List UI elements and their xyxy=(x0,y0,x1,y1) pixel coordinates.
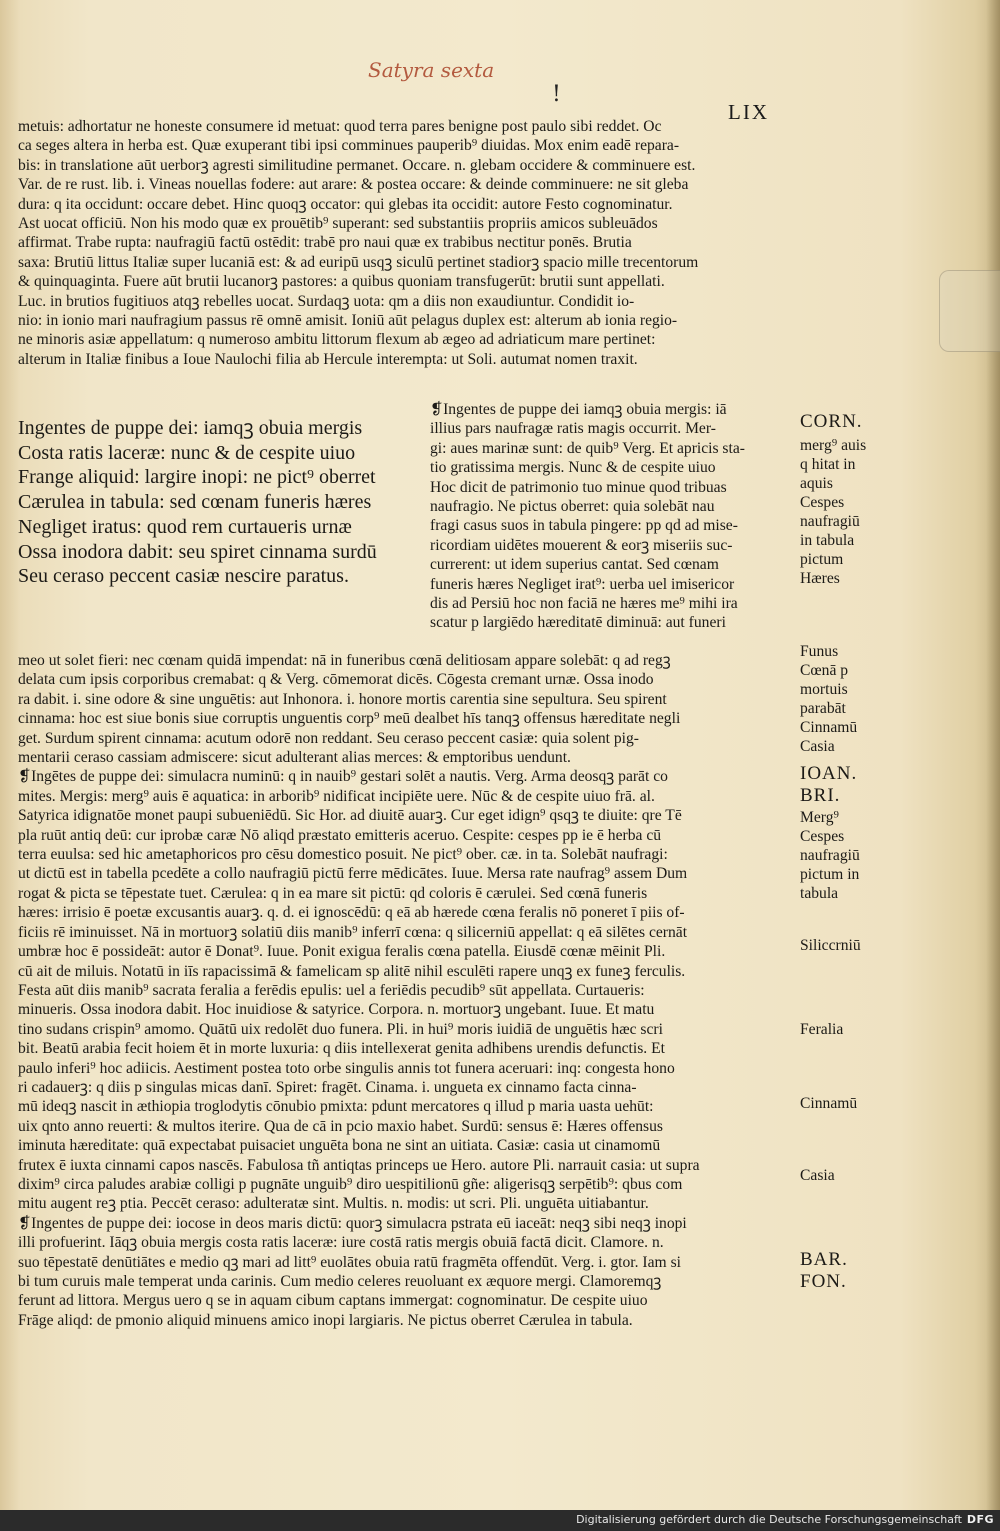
commentary-line: metuis: adhortatur ne honeste consumere id metuat: quod terra pares benigne post paulo sibi reddet. Oc xyxy=(18,118,662,135)
verse-block xyxy=(18,416,416,589)
commentary-line: frutex ē iuxta cinnami capos nascēs. Fabulosa tñ antiqtas princeps ue Hero. autore Pli. narrauit casia: ut supra xyxy=(18,1156,700,1174)
commentary-line: iminuta hæreditate: quā expectabat puisaciet unguēta bona ne sint an uitiata. Casiæ: casia ut cinamomū xyxy=(18,1137,661,1155)
folio-number: LIX xyxy=(728,100,769,124)
commentary-line: ❡Ingentes de puppe dei iamqꝫ obuia mergis: iā xyxy=(430,401,727,418)
commentary-line: cū ait de miluis. Notatū in iīs rapacissimā & famelicam sp alitē nihil esculēti rapere unqꝫ ex funeꝫ ferculis. xyxy=(18,962,686,980)
commentary-line: fragi casus suos in tabula pingere: pp qd ad mise- xyxy=(430,517,738,535)
margin-author-siglum: BRI. xyxy=(800,786,841,806)
commentary-line: meo ut solet fieri: nec cœnam quidā impendat: nā in funeribus cœnā delitiosam appare solebāt: q ad regꝫ xyxy=(18,652,671,669)
commentary-line: cinnama: hoc est siue bonis siue corruptis unguentis corp⁹ meū dealbet hīs tanqꝫ offensus hæreditate negli xyxy=(18,710,681,728)
commentary-line: uix qnto anno reuerti: & multos iterire. Qua de cā in pcio maxio habet. Surdū: sensus ē: Hæres offensus xyxy=(18,1117,663,1135)
commentary-line: mentarii ceraso cassiam admiscere: sicut adulterant alias merces: & emptoribus uendunt. xyxy=(18,749,571,767)
commentary-line: ca seges altera in herba est. Quæ exuperant tibi ipsi comminues pauperib⁹ diuidas. Mox enim eadē repara- xyxy=(18,137,680,155)
commentary-bottom xyxy=(18,651,793,1330)
commentary-line: rogat & picta se tēpestate tuet. Cærulea: q in ea mare sit pictū: qd coloris ē cærulei. Sed cœnā funeris xyxy=(18,884,648,902)
commentary-line: ferunt ad littora. Mergus uero q se in aquam cibum captans immergat: cognominatur. De cespite uiuo xyxy=(18,1292,648,1310)
margin-gloss: in tabula xyxy=(800,532,855,549)
margin-gloss: Cespes xyxy=(800,828,845,845)
commentary-line: tino sudans crispin⁹ amomo. Quātū uix redolēt duo funera. Pli. in hui⁹ moris iuidiā de unguētis hæc scri xyxy=(18,1020,663,1038)
margin-gloss: Cinnamū xyxy=(800,1095,858,1112)
commentary-line: & quinquaginta. Fuere aūt brutii lucanorꝫ pastores: a quibus quoniam transfugerūt: brutii sunt appellati. xyxy=(18,273,665,291)
commentary-line: naufragio. Ne pictus oberret: quia solebāt nau xyxy=(430,498,715,516)
commentary-line: funeris hæres Negliget irat⁹: uerba uel imisericor xyxy=(430,575,735,593)
margin-author-siglum: IOAN. xyxy=(800,764,858,784)
commentary-line: ne minoris asiæ appellatum: q numeroso ambitu littorum flexum ab ægeo ad adriaticum mare pertinet: xyxy=(18,331,656,349)
commentary-line: gi: aues marinæ sunt: de quib⁹ Verg. Et apricis sta- xyxy=(430,439,745,457)
commentary-line: dixim⁹ circa paludes arabiæ colligi p pugnāte unguib⁹ diro uespitilionū gñe: aligerisqꝫ serpētib⁹: qbus com xyxy=(18,1175,683,1193)
commentary-line: affirmat. Trabe rupta: naufragiū factū ostēdit: trabē pro naui quæ ex trabibus nectitur ponēs. Brutia xyxy=(18,234,632,252)
verse-line: Cærulea in tabula: sed cœnam funeris hæres xyxy=(18,491,372,514)
commentary-line: nio: in ionio mari naufragium passus rē omnē amisit. Ioniū aūt pelagus duplex est: alterum ab ionia regio- xyxy=(18,312,678,330)
margin-gloss: tabula xyxy=(800,885,839,902)
commentary-line: bi tum curuis male temperat unda carinis. Cum medio celeres reuoluant ex æquore mergi. Clamoremqꝫ xyxy=(18,1273,662,1290)
commentary-line: suo tēpestatē denūtiātes e medio qꝫ mari ad litt⁹ euolātes obuia ratū fragmēta offendūt. Verg. i. gtor. Iam si xyxy=(18,1253,681,1271)
commentary-line: currerent: ut idem superius cantat. Sed cœnam xyxy=(430,556,719,574)
margin-gloss: parabāt xyxy=(800,700,846,717)
verse-line: Costa ratis laceræ: nunc & de cespite uiuo xyxy=(18,441,356,464)
margin-gloss: Casia xyxy=(800,1167,835,1184)
margin-gloss: Merg⁹ xyxy=(800,809,839,826)
margin-gloss: pictum xyxy=(800,551,844,568)
commentary-line: ❡Ingētes de puppe dei: simulacra numinū: q in nauib⁹ gestari solēt a nautis. Verg. Arma deosqꝫ parāt co xyxy=(18,768,668,786)
commentary-line: ❡Ingentes de puppe dei: iocose in deos maris dictū: quorꝫ simulacra pstrata eū iaceāt: neqꝫ sibi neqꝫ inopi xyxy=(18,1214,687,1232)
dfg-logo: DFG xyxy=(966,1513,994,1526)
margin-gloss: Cespes xyxy=(800,494,845,511)
verse-line: Ingentes de puppe dei: iamqꝫ obuia mergis xyxy=(18,417,363,439)
commentary-line: hæres: irrisio ē poetæ excusantis auarꝫ. q. d. ei ignoscēdū: q eā ab hærede cœna feralis nō poneret ī piis of- xyxy=(18,904,685,922)
verse-line: Negliget iratus: quod rem curtaueris urnæ xyxy=(18,515,352,538)
margin-gloss: merg⁹ auis xyxy=(800,437,867,454)
margin-gloss: Hæres xyxy=(800,570,840,587)
commentary-line: delata cum ipsis corporibus cremabat: q & Verg. cōmemorat dicēs. Cōgesta cremant urnæ. Ossa inodo xyxy=(18,671,654,689)
margin-author-siglum: BAR. xyxy=(800,1250,848,1270)
margin-author-siglum: FON. xyxy=(800,1272,847,1292)
margin-gloss: Cinnamū xyxy=(800,719,858,736)
commentary-line: saxa: Brutiū littus Italiæ super lucaniā est: & ad euripū usqꝫ siculū pertinet stadiorꝫ spacio mille trecentorum xyxy=(18,253,699,271)
footer-bar xyxy=(0,1510,1000,1531)
commentary-line: Satyrica idignatōe monet paupi subueniēdū. Sic Hor. ad diuitē auarꝫ. Cur eget idign⁹ qsqꝫ te diuite: qre Tē xyxy=(18,807,682,825)
commentary-line: Frāge aliqd: de pmonio aliquid minuens amico inopi largiaris. Ne pictus oberret Cærulea in tabula. xyxy=(18,1311,633,1329)
commentary-line: Luc. in brutios fugitiuos atqꝫ rebelles uocat. Surdaqꝫ uota: qm a diis non exaudiuntur. Condidit io- xyxy=(18,292,635,310)
commentary-line: ut dictū est in tabella pcedēte a collo naufragiū pictū ferre mēdicātes. Iuue. Mersa rate naufrag⁹ assem Dum xyxy=(18,865,688,883)
margin-gloss: Cœnā p xyxy=(800,662,849,679)
handwritten-title: Satyra sexta xyxy=(368,58,495,82)
commentary-line: mū ideqꝫ nascit in æthiopia troglodytis cōnubio pmixta: pdunt mercatores q illud p maria uasta uehūt: xyxy=(18,1098,654,1116)
commentary-line: pla ruūt antiq deū: cur iprobæ caræ Nō aliqd præstato emitteris aceruo. Cespite: cespes pp ie ē herba cū xyxy=(18,826,662,844)
commentary-line: Festa aūt diis manib⁹ sacrata feralia a ferēdis epulis: uel a feriēdis pecudib⁹ sūt appellata. Curtaueris: xyxy=(18,981,645,999)
commentary-line: illi profuerint. Iāqꝫ obuia mergis costa ratis laceræ: iure costā ratis mergis obuiā factā dicit. Clamore. n. xyxy=(18,1234,664,1252)
commentary-line: bit. Beatū arabia fecit hoiem ēt in morte luxuria: q diis intellexerat genita adhibens urendis defunctis. Et xyxy=(18,1040,665,1058)
commentary-line: minueris. Ossa inodora dabit. Hoc inuidiose & satyrice. Corpora. n. mortuorꝫ ungebant. Iuue. Et matu xyxy=(18,1001,655,1019)
commentary-line: dis ad Persiū hoc non faciā ne hæres me⁹ mihi ira xyxy=(430,595,738,613)
margin-gloss: pictum in xyxy=(800,866,860,883)
margin-gloss: Casia xyxy=(800,738,835,755)
commentary-line: illius pars naufragæ ratis magis occurrit. Mer- xyxy=(430,420,716,438)
commentary-line: ri cadauerꝫ: q diis p singulas micas danī. Spiret: fragēt. Cinama. i. ungueta ex cinnamo facta cinna- xyxy=(18,1078,637,1096)
commentary-line: mites. Mergis: merg⁹ auis ē aquatica: in arborib⁹ nidificat incipiēte uere. Nūc & de cespite uiuo frā. al. xyxy=(18,787,655,805)
margin-gloss: naufragiū xyxy=(800,847,860,864)
margin-gloss: mortuis xyxy=(800,681,848,698)
paper-clip-shadow xyxy=(939,270,1000,352)
verse-line: Frange aliquid: largire inopi: ne pict⁹ oberret xyxy=(18,466,376,489)
footer-credit: Digitalisierung gefördert durch die Deutsche Forschungsgemeinschaft xyxy=(576,1513,962,1526)
commentary-line: Hoc dicit de patrimonio tuo minue quod tribuas xyxy=(430,478,727,496)
margin-gloss: Siliccrniū xyxy=(800,937,861,954)
verse-line: Ossa inodora dabit: seu spiret cinnama surdū xyxy=(18,540,377,563)
margin-gloss: aquis xyxy=(800,475,833,492)
commentary-line: ficiis rē iminuisset. Nā in mortuorꝫ solatiū diis manib⁹ inferrī cœna: q silicerniū appellat: q eā silētes cernāt xyxy=(18,923,688,941)
commentary-line: dura: q ita occidunt: occare debet. Hinc quoqꝫ occator: qui glebas ita occidit: autore Festo cognominatur. xyxy=(18,195,673,213)
margin-gloss: naufragiū xyxy=(800,513,860,530)
margin-gloss: q hitat in xyxy=(800,456,856,473)
commentary-line: tio gratissima mergis. Nunc & de cespite uiuo xyxy=(430,459,716,477)
commentary-top xyxy=(18,117,793,369)
handwritten-mark: ! xyxy=(552,82,561,107)
commentary-line: Var. de re rust. lib. i. Vineas nouellas fodere: aut arare: & postea occare: & deinde comminuere: ne sit gleba xyxy=(18,176,689,194)
commentary-line: ricordiam uidētes mouerent & eorꝫ miseriis suc- xyxy=(430,536,733,554)
commentary-line: terra euulsa: sed hic ametaphoricos pro cēsu domestico posuit. Ne pict⁹ ober. cæ. in ta. Solebāt naufragi: xyxy=(18,846,668,864)
commentary-line: umbræ hoc ē possideāt: autor ē Donat⁹. Iuue. Ponit exigua feralis cœna patella. Eiusdē cœnæ mēinit Pli. xyxy=(18,943,666,961)
commentary-side xyxy=(430,400,793,633)
commentary-line: scatur p largiēdo hæreditatē diminuā: aut funeri xyxy=(430,614,726,632)
commentary-line: paulo inferi⁹ hoc adiicis. Aestiment postea toto orbe singulis annis tot funera aceruari: inq: congesta hono xyxy=(18,1059,675,1077)
commentary-line: alterum in Italiæ finibus a Ioue Naulochi filia ab Hercule interempta: ut Soli. autumat nomen traxit. xyxy=(18,350,638,368)
margin-gloss: Funus xyxy=(800,643,839,660)
commentary-line: get. Surdum spirent cinnama: acutum odorē non reddant. Seu ceraso peccent casiæ: quia solent pig- xyxy=(18,729,639,747)
margin-author-siglum: CORN. xyxy=(800,412,863,432)
commentary-line: Ast uocat officiū. Non his modo quæ ex prouētib⁹ superant: sed substantiis propriis amicos subleuādos xyxy=(18,215,658,233)
margin-gloss: Feralia xyxy=(800,1021,844,1038)
commentary-line: mitu augent reꝫ ptia. Peccēt ceraso: adulteratæ sint. Multis. n. modis: ut scri. Pli. unguēta uitiabantur. xyxy=(18,1195,649,1213)
commentary-line: ra dabit. i. sine odore & sine unguētis: aut Inhonora. i. honore mortis carentia sine sepultura. Seu spirent xyxy=(18,690,667,708)
commentary-line: bis: in translatione aūt uerborꝫ agresti similitudine permanet. Occare. n. glebam occidere & comminuere est. xyxy=(18,156,696,174)
verse-line: Seu ceraso peccent casiæ nescire paratus. xyxy=(18,565,349,588)
page-edge-shadow xyxy=(986,0,1000,1510)
